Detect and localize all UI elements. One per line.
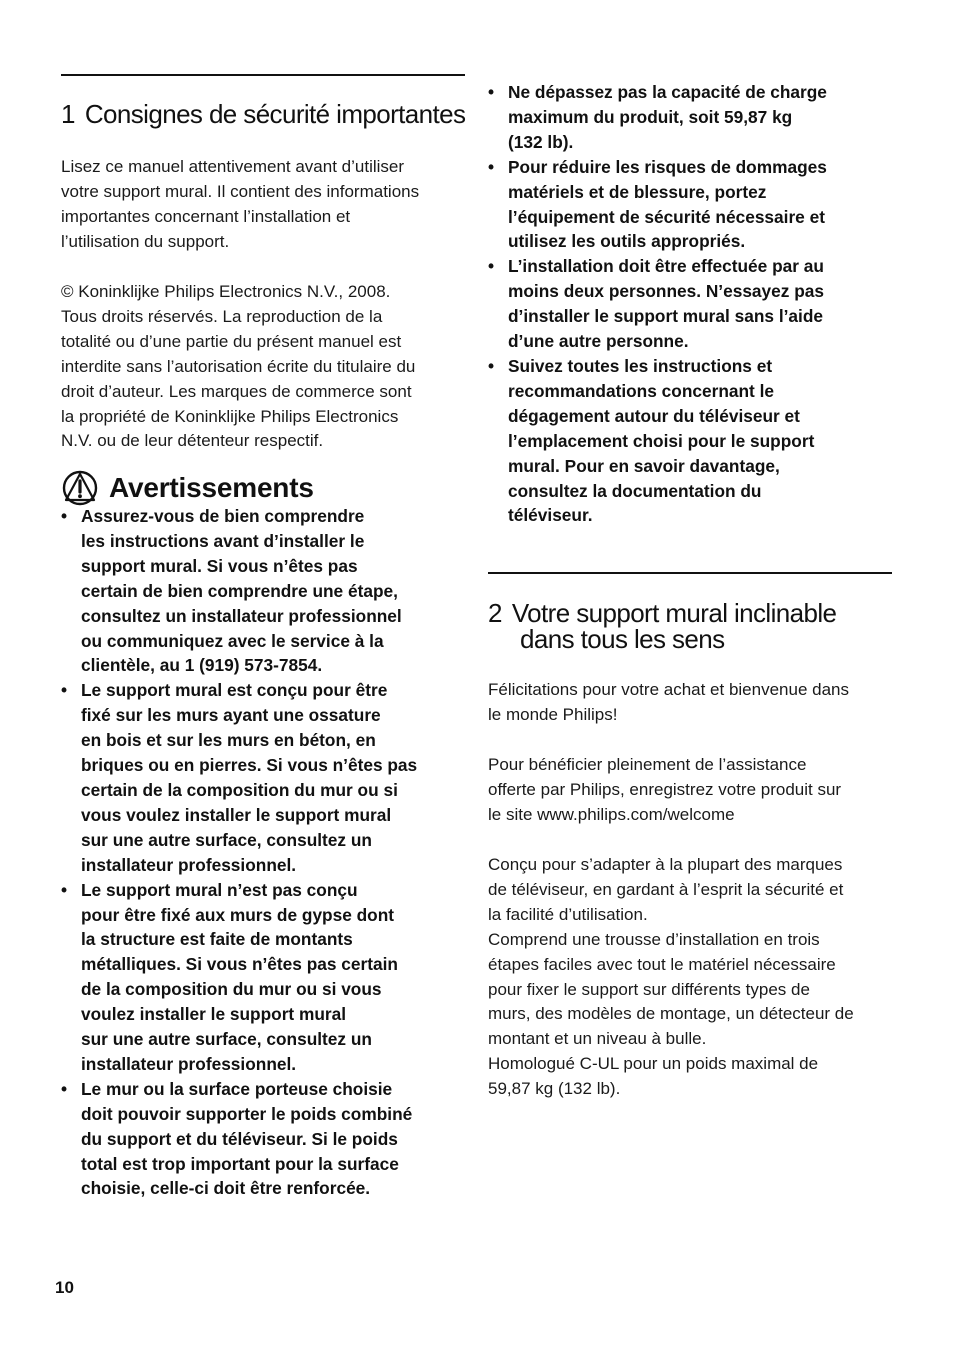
welcome-paragraph: Félicitations pour votre achat et bienvenue dans le monde Philips! (488, 680, 850, 724)
section-divider (488, 572, 892, 574)
warning-icon (61, 470, 99, 506)
section-1-title (61, 101, 465, 127)
copyright-paragraph: © Koninklijke Philips Electronics N.V., 2008. Tous droits réservés. La reproduction de la totalité ou d’une partie du présent manuel est interdite sans l’autorisation écrite du titulaire du droit d’auteur. Les marques de commerce sont la propriété de Koninklijke Philips Electronics N.V. ou de leur détenteur respectif. (61, 282, 416, 451)
section-number: 1 (61, 99, 75, 129)
list-item: • Le support mural n’est pas conçu pour être fixé aux murs de gypse dont la structure est faite de montants métalliques. Si vous n’êtes pas certain de la composition du mur ou si vous voulez installer le support mural sur une autre surface, consultez un installateur professionnel. (61, 878, 417, 1077)
intro-paragraph: Lisez ce manuel attentivement avant d’utiliser votre support mural. Il contient des informations importantes concernant l’installation et l’utilisation du support. (61, 157, 420, 251)
warnings-list-right (488, 80, 827, 528)
section-2-title (488, 600, 836, 652)
features-paragraph: Conçu pour s’adapter à la plupart des marques de téléviseur, en gardant à l’esprit la sécurité et la facilité d’utilisation. Comprend une trousse d’installation en trois étapes faciles avec tout le matériel nécessaire pour fixer le support sur différents types de murs, des modèles de montage, un détecteur de montant et un niveau à bulle. Homologué C-UL pour un poids maximal de 59,87 kg (132 lb). (488, 855, 854, 1099)
warnings-heading (61, 470, 314, 506)
list-item: • Pour réduire les risques de dommages matériels et de blessure, portez l’équipement de sécurité nécessaire et utilisez les outils appropriés. (488, 155, 827, 255)
list-item: • Suivez toutes les instructions et recommandations concernant le dégagement autour du téléviseur et l’emplacement choisi pour le support mural. Pour en savoir davantage, consultez la documentation du téléviseur. (488, 354, 827, 528)
warnings-list-left (61, 504, 417, 1201)
list-item: • Le mur ou la surface porteuse choisie doit pouvoir supporter le poids combiné du support et du téléviseur. Si le poids total est trop important pour la surface choisie, celle-ci doit être renforcée. (61, 1077, 417, 1202)
list-item: • L’installation doit être effectuée par au moins deux personnes. N’essayez pas d’installer le support mural sans l’aide d’une autre personne. (488, 254, 827, 354)
section-divider (61, 74, 465, 76)
section-title-text-line2: dans tous les sens (520, 624, 725, 654)
section-number: 2 (488, 598, 502, 628)
list-item: • Assurez-vous de bien comprendre les instructions avant d’installer le support mural. Si vous n’êtes pas certain de bien comprendre une étape, consultez un installateur professionnel ou communiquez avec le service à la clientèle, au 1 (919) 573-7854. (61, 504, 417, 678)
register-paragraph: Pour bénéficier pleinement de l’assistance offerte par Philips, enregistrez votre produit sur le site www.philips.com/welcome (488, 755, 842, 824)
list-item: • Ne dépassez pas la capacité de charge maximum du produit, soit 59,87 kg (132 lb). (488, 80, 827, 155)
page-number: 10 (55, 1278, 74, 1297)
section-title-text: Votre support mural inclinable (511, 598, 837, 628)
warnings-heading-text: Avertissements (109, 472, 314, 503)
list-item: • Le support mural est conçu pour être fixé sur les murs ayant une ossature en bois et sur les murs en béton, en briques ou en pierres. Si vous n’êtes pas certain de la composition du mur ou si vous voulez installer le support mural sur une autre surface, consultez un installateur professionnel. (61, 678, 417, 877)
section-title-text: Consignes de sécurité importantes (84, 99, 466, 129)
